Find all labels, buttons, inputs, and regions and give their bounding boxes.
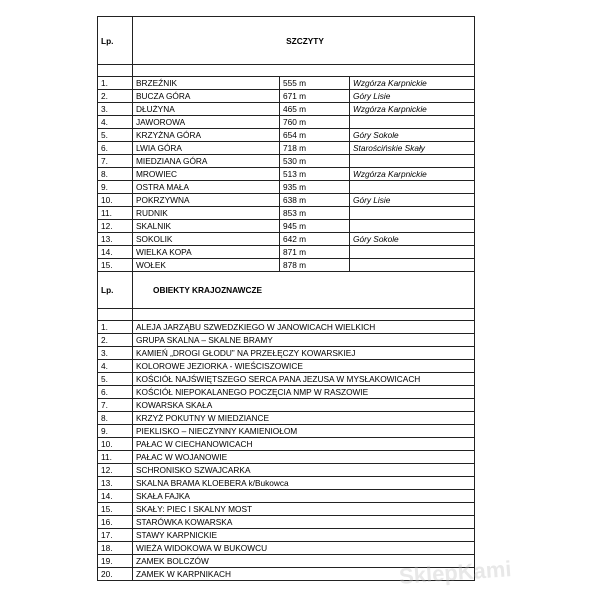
object-name: ALEJA JARZĄBU SZWEDZKIEGO W JANOWICACH WIELKICH (133, 321, 475, 334)
peak-height: 718 m (280, 142, 350, 155)
peak-row (98, 207, 475, 220)
object-name: KOŚCIÓŁ NAJŚWIĘTSZEGO SERCA PANA JEZUSA W MYSŁAKOWICACH (133, 373, 475, 386)
peak-name: BUCZA GÓRA (133, 90, 280, 103)
object-row (98, 490, 475, 503)
object-name: KAMIEŃ „DROGI GŁODU” NA PRZEŁĘCZY KOWARSKIEJ (133, 347, 475, 360)
peak-range: Góry Sokole (350, 129, 475, 142)
object-lp: 20. (98, 568, 133, 581)
peak-name: OSTRA MAŁA (133, 181, 280, 194)
peak-height: 760 m (280, 116, 350, 129)
object-lp: 14. (98, 490, 133, 503)
peak-height: 555 m (280, 77, 350, 90)
object-lp: 5. (98, 373, 133, 386)
object-name: SKAŁA FAJKA (133, 490, 475, 503)
table-body (98, 17, 475, 581)
peak-lp: 8. (98, 168, 133, 181)
objects-title: OBIEKTY KRAJOZNAWCZE (133, 272, 475, 309)
object-name: SKALNA BRAMA KLOEBERA k/Bukowca (133, 477, 475, 490)
peak-name: RUDNIK (133, 207, 280, 220)
peak-lp: 7. (98, 155, 133, 168)
peak-lp: 4. (98, 116, 133, 129)
object-name: SCHRONISKO SZWAJCARKA (133, 464, 475, 477)
peaks-header-row (98, 17, 475, 65)
object-lp: 1. (98, 321, 133, 334)
peak-range: Góry Sokole (350, 233, 475, 246)
object-name: KOWARSKA SKAŁA (133, 399, 475, 412)
peak-range (350, 207, 475, 220)
object-row (98, 386, 475, 399)
peak-row (98, 77, 475, 90)
object-row (98, 438, 475, 451)
object-row (98, 321, 475, 334)
peak-row (98, 246, 475, 259)
object-row (98, 529, 475, 542)
peak-name: LWIA GÓRA (133, 142, 280, 155)
object-row (98, 464, 475, 477)
object-lp: 2. (98, 334, 133, 347)
object-name: ZAMEK BOLCZÓW (133, 555, 475, 568)
peak-row (98, 233, 475, 246)
attractions-table (97, 16, 475, 581)
object-lp: 7. (98, 399, 133, 412)
peak-lp: 5. (98, 129, 133, 142)
objects-header-row (98, 272, 475, 309)
peak-lp: 2. (98, 90, 133, 103)
peak-row (98, 129, 475, 142)
object-row (98, 503, 475, 516)
peak-row (98, 259, 475, 272)
object-lp: 13. (98, 477, 133, 490)
peak-height: 642 m (280, 233, 350, 246)
peak-lp: 3. (98, 103, 133, 116)
peak-lp: 11. (98, 207, 133, 220)
peak-lp: 12. (98, 220, 133, 233)
peak-lp: 13. (98, 233, 133, 246)
spacer-cell (133, 309, 475, 321)
object-row (98, 425, 475, 438)
peak-name: SOKOLIK (133, 233, 280, 246)
object-row (98, 516, 475, 529)
object-lp: 19. (98, 555, 133, 568)
peak-row (98, 181, 475, 194)
peak-row (98, 220, 475, 233)
spacer-cell (133, 65, 475, 77)
object-name: KOLOROWE JEZIORKA - WIEŚCISZOWICE (133, 360, 475, 373)
object-lp: 17. (98, 529, 133, 542)
peak-row (98, 116, 475, 129)
peak-lp: 1. (98, 77, 133, 90)
objects-spacer-row (98, 309, 475, 321)
object-name: SKAŁY: PIEC I SKALNY MOST (133, 503, 475, 516)
peak-range: Góry Lisie (350, 90, 475, 103)
object-lp: 16. (98, 516, 133, 529)
peak-row (98, 168, 475, 181)
object-name: ZAMEK W KARPNIKACH (133, 568, 475, 581)
peak-row (98, 194, 475, 207)
object-lp: 8. (98, 412, 133, 425)
peak-height: 935 m (280, 181, 350, 194)
peak-name: KRZYŻNA GÓRA (133, 129, 280, 142)
peak-lp: 15. (98, 259, 133, 272)
peak-range (350, 220, 475, 233)
objects-lp-header: Lp. (98, 272, 133, 309)
peak-range (350, 246, 475, 259)
object-lp: 6. (98, 386, 133, 399)
peak-range (350, 155, 475, 168)
document-page (97, 16, 474, 582)
object-name: WIEŻA WIDOKOWA W BUKOWCU (133, 542, 475, 555)
object-row (98, 373, 475, 386)
object-row (98, 451, 475, 464)
object-row (98, 334, 475, 347)
peak-lp: 9. (98, 181, 133, 194)
peaks-title: SZCZYTY (133, 17, 475, 65)
peak-range: Wzgórza Karpnickie (350, 168, 475, 181)
watermark-logo: SklepKami (398, 556, 513, 589)
peaks-lp-header: Lp. (98, 17, 133, 65)
object-lp: 15. (98, 503, 133, 516)
object-name: PAŁAC W CIECHANOWICACH (133, 438, 475, 451)
peak-height: 871 m (280, 246, 350, 259)
peak-height: 465 m (280, 103, 350, 116)
object-name: GRUPA SKALNA – SKALNE BRAMY (133, 334, 475, 347)
peak-name: JAWOROWA (133, 116, 280, 129)
object-row (98, 555, 475, 568)
peak-name: MIEDZIANA GÓRA (133, 155, 280, 168)
object-row (98, 477, 475, 490)
peak-height: 853 m (280, 207, 350, 220)
peak-row (98, 142, 475, 155)
peak-name: SKALNIK (133, 220, 280, 233)
peak-name: WOŁEK (133, 259, 280, 272)
peak-name: MROWIEC (133, 168, 280, 181)
peak-range: Starościńskie Skały (350, 142, 475, 155)
peak-height: 945 m (280, 220, 350, 233)
peak-height: 530 m (280, 155, 350, 168)
object-lp: 18. (98, 542, 133, 555)
spacer-cell (98, 65, 133, 77)
object-name: KRZYŻ POKUTNY W MIEDZIANCE (133, 412, 475, 425)
object-row (98, 568, 475, 581)
peak-height: 638 m (280, 194, 350, 207)
object-lp: 10. (98, 438, 133, 451)
peak-row (98, 103, 475, 116)
object-lp: 3. (98, 347, 133, 360)
object-name: KOŚCIÓŁ NIEPOKALANEGO POCZĘCIA NMP W RASZOWIE (133, 386, 475, 399)
peak-height: 654 m (280, 129, 350, 142)
peak-range: Góry Lisie (350, 194, 475, 207)
peak-row (98, 90, 475, 103)
peak-height: 513 m (280, 168, 350, 181)
object-lp: 11. (98, 451, 133, 464)
peak-name: DŁUŻYNA (133, 103, 280, 116)
object-lp: 9. (98, 425, 133, 438)
peak-height: 671 m (280, 90, 350, 103)
object-lp: 4. (98, 360, 133, 373)
object-row (98, 412, 475, 425)
object-name: PAŁAC W WOJANOWIE (133, 451, 475, 464)
peak-lp: 14. (98, 246, 133, 259)
peak-name: BRZEŹNIK (133, 77, 280, 90)
peak-lp: 6. (98, 142, 133, 155)
object-row (98, 360, 475, 373)
peak-height: 878 m (280, 259, 350, 272)
object-name: PIEKLISKO – NIECZYNNY KAMIENIOŁOM (133, 425, 475, 438)
object-name: STAWY KARPNICKIE (133, 529, 475, 542)
object-row (98, 542, 475, 555)
object-row (98, 399, 475, 412)
object-name: STARÓWKA KOWARSKA (133, 516, 475, 529)
peak-range (350, 259, 475, 272)
peak-row (98, 155, 475, 168)
peak-range: Wzgórza Karpnickie (350, 103, 475, 116)
peak-name: WIELKA KOPA (133, 246, 280, 259)
peak-lp: 10. (98, 194, 133, 207)
peak-range: Wzgórza Karpnickie (350, 77, 475, 90)
peak-range (350, 116, 475, 129)
object-lp: 12. (98, 464, 133, 477)
peak-range (350, 181, 475, 194)
peaks-spacer-row (98, 65, 475, 77)
peak-name: POKRZYWNA (133, 194, 280, 207)
spacer-cell (98, 309, 133, 321)
object-row (98, 347, 475, 360)
